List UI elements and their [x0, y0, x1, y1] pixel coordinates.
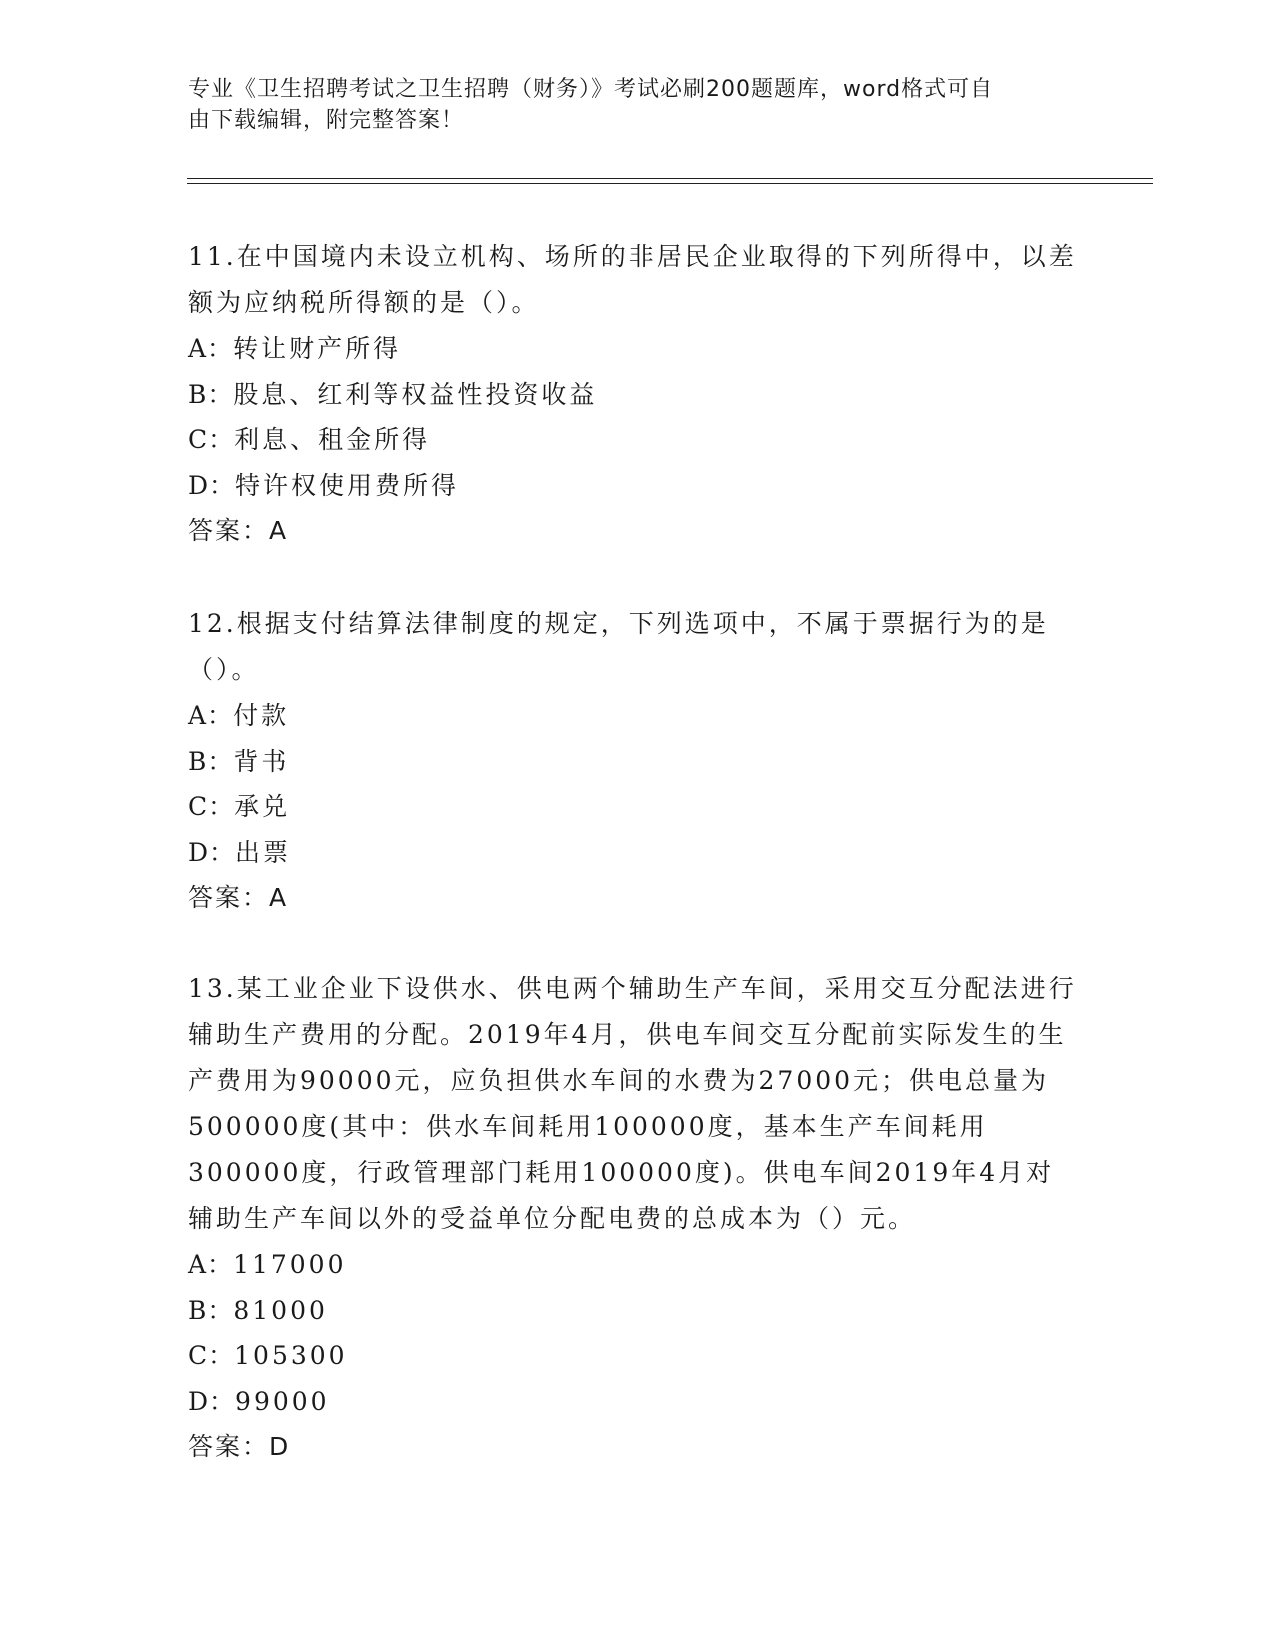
option-c — [188, 784, 1078, 830]
answer-line: 答案：A — [188, 883, 289, 912]
option-text: 背书 — [233, 746, 290, 776]
option-text: 转让财产所得 — [233, 334, 402, 363]
option-letter: C： — [188, 792, 235, 821]
question-stem: 11.在中国境内未设立机构、场所的非居民企业取得的下列所得中，以差额为应纳税所得额的是（）。 — [188, 242, 1077, 317]
option-text: 117000 — [233, 1250, 347, 1279]
option-c — [188, 1333, 1078, 1379]
option-text: 承兑 — [234, 792, 291, 821]
option-c — [188, 417, 1078, 463]
option-letter: A： — [188, 701, 234, 730]
option-text: 利息、租金所得 — [234, 425, 431, 454]
option-letter: A： — [188, 1250, 234, 1279]
answer-line: 答案：A — [188, 516, 289, 545]
option-letter: B： — [188, 379, 234, 409]
option-a — [188, 1242, 1078, 1288]
option-letter: D： — [188, 1386, 236, 1416]
option-text: 出票 — [235, 837, 292, 867]
answer-line: 答案：D — [188, 1432, 291, 1461]
option-d — [188, 1379, 1078, 1425]
option-text: 股息、红利等权益性投资收益 — [233, 379, 598, 409]
header-line-1: 专业《卫生招聘考试之卫生招聘（财务）》考试必刷200题题库，word格式可自 — [188, 77, 994, 102]
question-12 — [188, 601, 1078, 921]
question-stem: 13.某工业企业下设供水、供电两个辅助生产车间，采用交互分配法进行辅助生产费用的分配。2019年4月，供电车间交互分配前实际发生的生产费用为90000元，应负担供水车间的水费为27000元；供电总量为500000度(其中：供水车间耗用100000度，基本生产车间耗用300000度，行政管理部门耗用100000度)。供电车间2019年4月对辅助生产车间以外的受益单位分配电费的总成本为（）元。 — [188, 974, 1077, 1233]
option-b — [188, 739, 1078, 785]
option-d — [188, 463, 1078, 509]
header-note — [188, 74, 1068, 136]
option-text: 105300 — [234, 1341, 348, 1370]
option-b — [188, 1288, 1078, 1334]
option-text: 特许权使用费所得 — [235, 470, 460, 500]
option-a — [188, 693, 1078, 739]
question-stem: 12.根据支付结算法律制度的规定，下列选项中，不属于票据行为的是（）。 — [188, 609, 1049, 684]
option-a — [188, 326, 1078, 372]
header-line-2: 由下载编辑，附完整答案！ — [188, 108, 465, 133]
option-list — [188, 1242, 1078, 1424]
question-11 — [188, 234, 1078, 554]
option-text: 81000 — [233, 1295, 328, 1325]
question-13 — [188, 966, 1078, 1470]
option-letter: D： — [188, 470, 236, 500]
option-b — [188, 372, 1078, 418]
option-letter: D： — [188, 837, 236, 867]
option-list — [188, 693, 1078, 875]
option-d — [188, 830, 1078, 876]
option-letter: C： — [188, 425, 235, 454]
header-divider-top — [187, 178, 1153, 179]
header-divider-bottom — [187, 183, 1153, 184]
option-letter: C： — [188, 1341, 235, 1370]
option-letter: B： — [188, 746, 234, 776]
option-list — [188, 326, 1078, 508]
option-letter: A： — [188, 334, 234, 363]
option-letter: B： — [188, 1295, 234, 1325]
option-text: 99000 — [235, 1386, 330, 1416]
option-text: 付款 — [233, 701, 290, 730]
